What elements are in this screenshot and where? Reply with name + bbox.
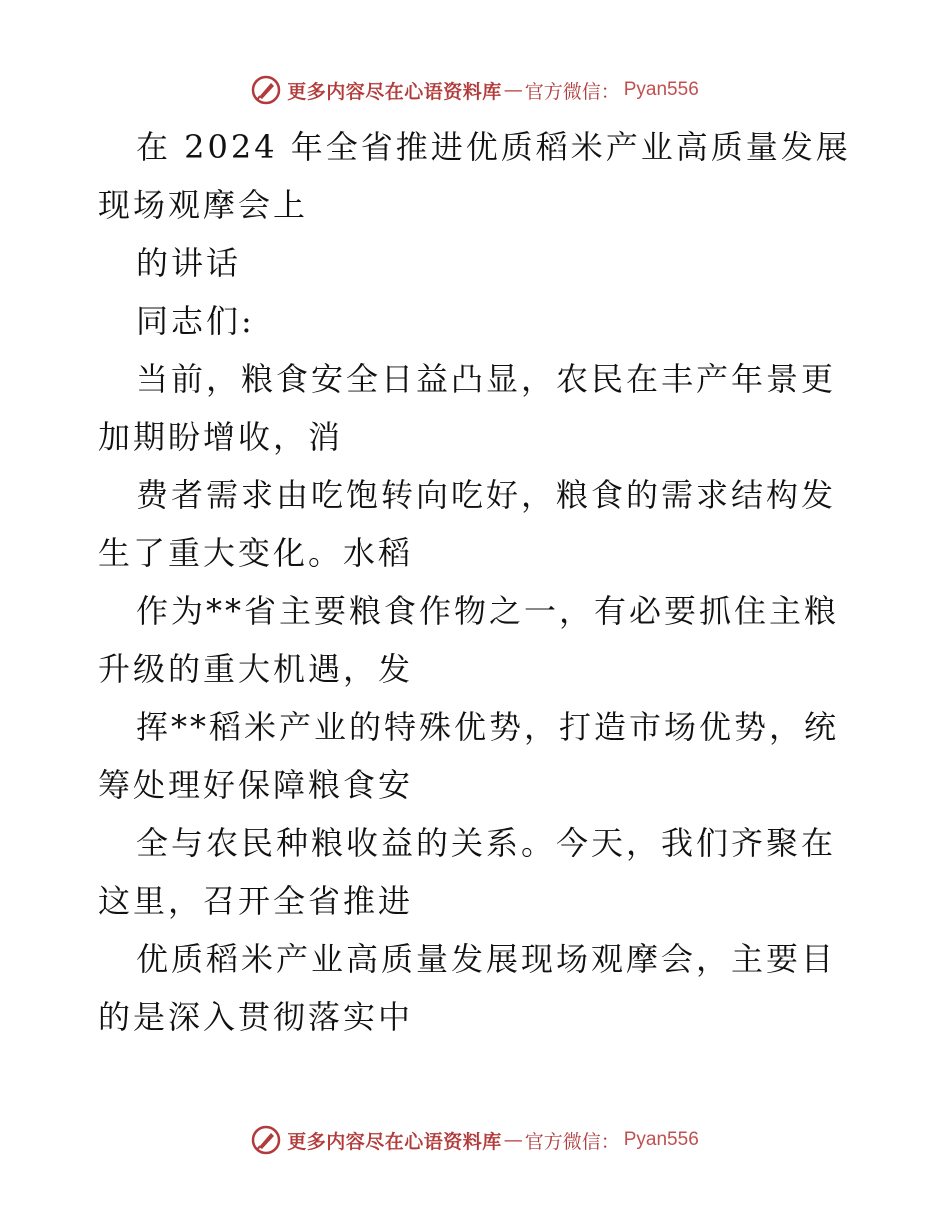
banner-wechat-label: 官方微信：: [524, 80, 620, 103]
quill-logo-icon: [251, 1125, 281, 1155]
paragraph: 作为**省主要粮食作物之一，有必要抓住主粮升级的重大机遇，发: [98, 592, 840, 688]
document-body: [98, 118, 858, 1046]
banner-wechat-label: 官方微信：: [524, 1130, 620, 1153]
paragraph: 挥**稻米产业的特殊优势，打造市场优势，统筹处理好保障粮食安: [98, 708, 840, 804]
banner-wechat-id: Pyan556: [623, 79, 699, 100]
paragraph: 当前，粮食安全日益凸显，农民在丰产年景更加期盼增收，消: [98, 360, 837, 456]
header-banner: [0, 70, 950, 110]
paragraph: 优质稻米产业高质量发展现场观摩会，主要目的是深入贯彻落实中: [98, 940, 837, 1036]
banner-wechat-id: Pyan556: [623, 1129, 699, 1150]
paragraph-salutation: 同志们:: [136, 302, 255, 340]
banner-dash: —: [503, 79, 523, 101]
banner-dash: —: [503, 1129, 523, 1151]
paragraph-title-cont: 的讲话: [136, 244, 242, 282]
banner-site-text: 更多内容尽在心语资料库: [287, 80, 502, 103]
quill-logo-icon: [251, 75, 281, 105]
paragraph: 全与农民种粮收益的关系。今天，我们齐聚在这里，召开全省推进: [98, 824, 837, 920]
paragraph-title: 在 2024 年全省推进优质稻米产业高质量发展现场观摩会上: [98, 128, 851, 224]
footer-banner: [0, 1120, 950, 1160]
banner-site-text: 更多内容尽在心语资料库: [287, 1130, 502, 1153]
paragraph: 费者需求由吃饱转向吃好，粮食的需求结构发生了重大变化。水稻: [98, 476, 837, 572]
